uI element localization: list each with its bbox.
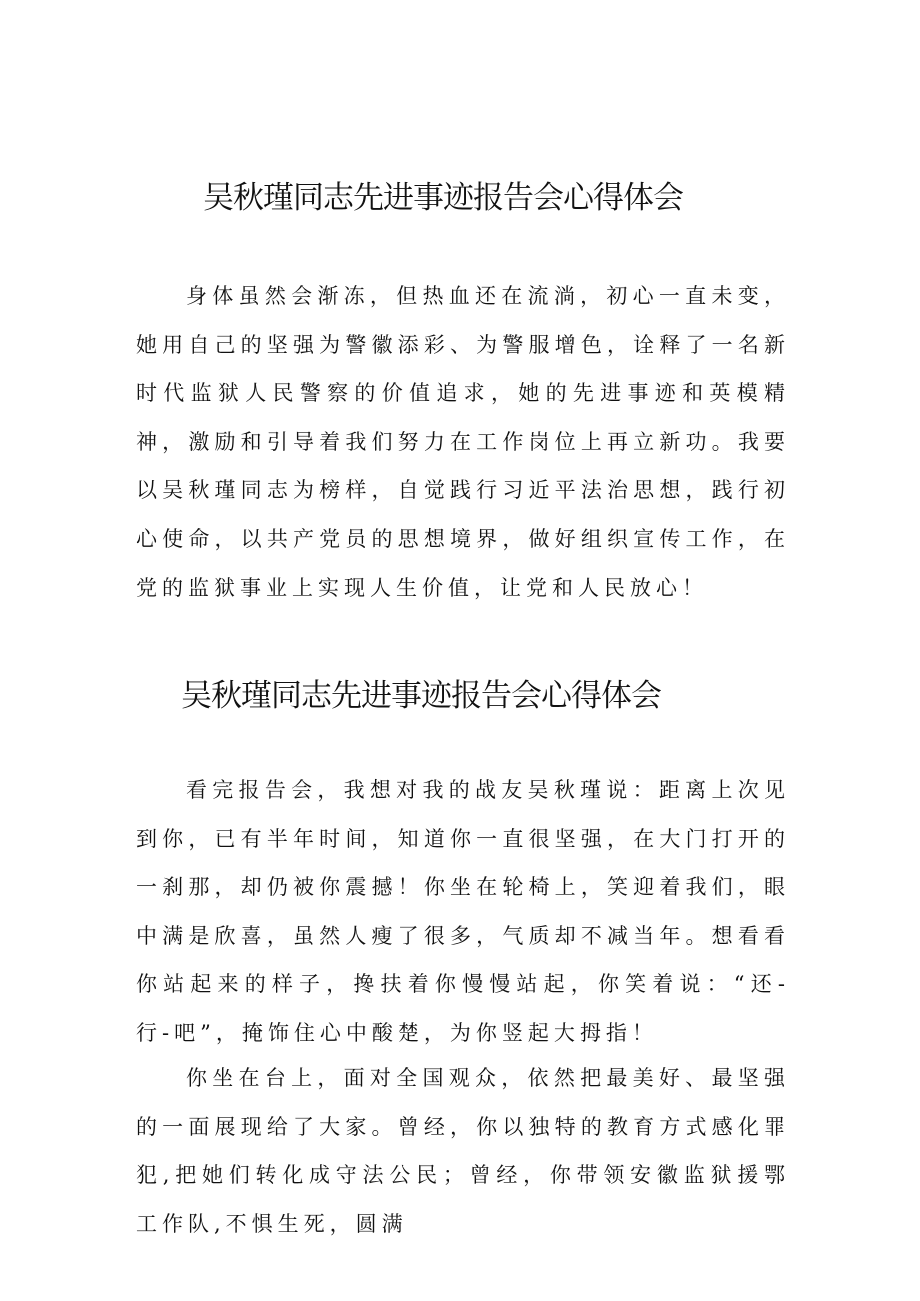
article-2-paragraph-2: 你坐在台上，面对全国观众，依然把最美好、最坚强的一面展现给了大家。曾经，你以独特的教育方式感化罪犯,把她们转化成守法公民；曾经，你带领安徽监狱援鄂工作队,不惧生死，圆满 xyxy=(136,1066,790,1236)
article-1-title: 吴秋瑾同志先进事迹报告会心得体会 xyxy=(203,180,683,216)
article-2-paragraph-1: 看完报告会，我想对我的战友吴秋瑾说：距离上次见到你，已有半年时间，知道你一直很坚强，在大门打开的一刹那，却仍被你震撼！你坐在轮椅上，笑迎着我们，眼中满是欣喜，虽然人瘦了很多，气质却不减当年。想看看你站起来的样子，搀扶着你慢慢站起，你笑着说：“还-行-吧”，掩饰住心中酸楚，为你竖起大拇指！ xyxy=(136,778,790,1045)
article-2-title: 吴秋瑾同志先进事迹报告会心得体会 xyxy=(181,678,661,714)
article-1-paragraph-1: 身体虽然会渐冻，但热血还在流淌，初心一直未变，她用自己的坚强为警徽添彩、为警服增色，诠释了一名新时代监狱人民警察的价值追求，她的先进事迹和英模精神，激励和引导着我们努力在工作岗位上再立新功。我要以吴秋瑾同志为榜样，自觉践行习近平法治思想，践行初心使命，以共产党员的思想境界，做好组织宣传工作，在党的监狱事业上实现人生价值，让党和人民放心！ xyxy=(136,284,790,600)
